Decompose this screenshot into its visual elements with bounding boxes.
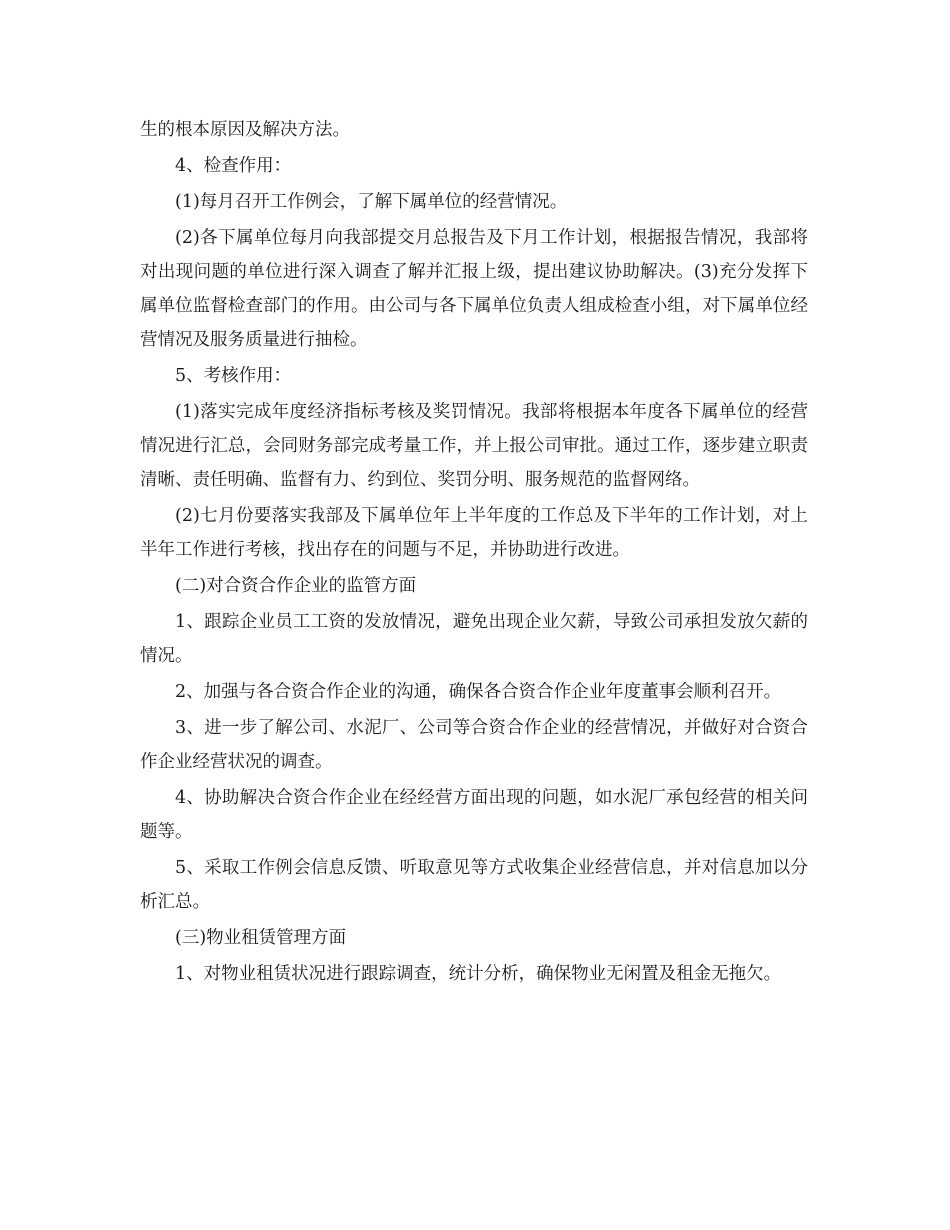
paragraph: (1)每月召开工作例会，了解下属单位的经营情况。 [175, 192, 568, 212]
document-body [140, 113, 808, 993]
paragraph: 5、考核作用： [175, 366, 292, 386]
paragraph: (1)落实完成年度经济指标考核及奖罚情况。我部将根据本年度各下属单位的经营情况进行汇总，会同财务部完成考量工作，并上报公司审批。通过工作，逐步建立职责清晰、责任明确、监督有力、约到位、奖罚分明、服务规范的监督网络。 [140, 402, 808, 490]
section-heading: (二)对合资合作企业的监管方面 [175, 576, 417, 596]
paragraph: (2)各下属单位每月向我部提交月总报告及下月工作计划，根据报告情况，我部将对出现问题的单位进行深入调查了解并汇报上级，提出建议协助解决。(3)充分发挥下属单位监督检查部门的作用。由公司与各下属单位负责人组成检查小组，对下属单位经营情况及服务质量进行抽检。 [140, 228, 808, 350]
section-heading: (三)物业租赁管理方面 [175, 928, 347, 948]
paragraph: 4、协助解决合资合作企业在经经营方面出现的问题，如水泥厂承包经营的相关问题等。 [140, 788, 808, 842]
paragraph: 5、采取工作例会信息反馈、听取意见等方式收集企业经营信息，并对信息加以分析汇总。 [140, 858, 808, 912]
paragraph: 1、跟踪企业员工工资的发放情况，避免出现企业欠薪，导致公司承担发放欠薪的情况。 [140, 612, 808, 666]
paragraph: 生的根本原因及解决方法。 [140, 120, 350, 140]
paragraph: (2)七月份要落实我部及下属单位年上半年度的工作总及下半年的工作计划，对上半年工作进行考核，找出存在的问题与不足，并协助进行改进。 [140, 506, 808, 560]
paragraph: 3、进一步了解公司、水泥厂、公司等合资合作企业的经营情况，并做好对合资合作企业经营状况的调查。 [140, 718, 808, 772]
paragraph: 1、对物业租赁状况进行跟踪调查，统计分析，确保物业无闲置及租金无拖欠。 [175, 964, 782, 984]
paragraph: 2、加强与各合资合作企业的沟通，确保各合资合作企业年度董事会顺利召开。 [175, 682, 782, 702]
paragraph: 4、检查作用： [175, 156, 292, 176]
